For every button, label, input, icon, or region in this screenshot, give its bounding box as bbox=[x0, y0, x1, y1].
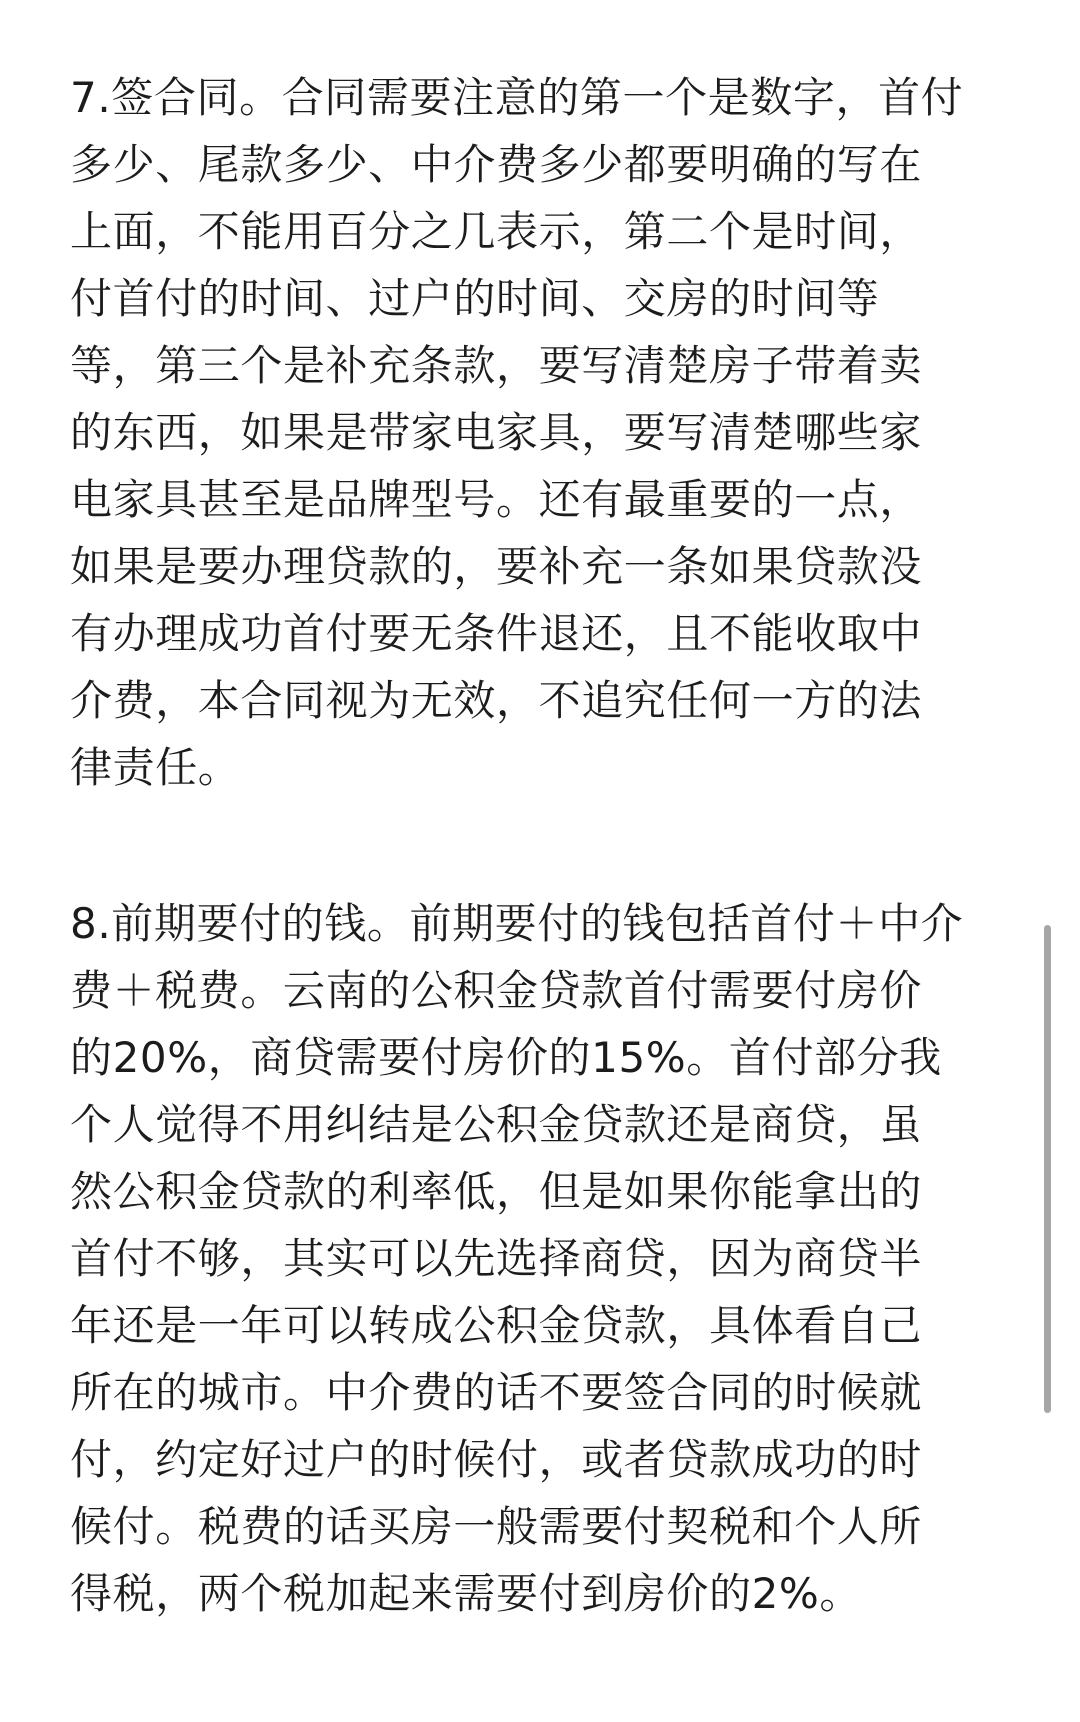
text-line: 电家具甚至是品牌型号。还有最重要的一点， bbox=[70, 475, 923, 524]
text-line: 候付。税费的话买房一般需要付契税和个人所 bbox=[70, 1502, 923, 1551]
text-line: 然公积金贷款的利率低，但是如果你能拿出的 bbox=[70, 1167, 923, 1216]
text-line: 付首付的时间、过户的时间、交房的时间等 bbox=[70, 274, 880, 323]
text-line: 的东西，如果是带家电家具，要写清楚哪些家 bbox=[70, 408, 923, 457]
text-line: 多少、尾款多少、中介费多少都要明确的写在 bbox=[70, 140, 923, 189]
text-line: 个人觉得不用纠结是公积金贷款还是商贷，虽 bbox=[70, 1100, 923, 1149]
text-line: 首付不够，其实可以先选择商贷，因为商贷半 bbox=[70, 1234, 923, 1283]
text-line: 介费，本合同视为无效，不追究任何一方的法 bbox=[70, 676, 923, 725]
paragraph-sign-contract bbox=[70, 64, 1010, 801]
text-line: 律责任。 bbox=[70, 743, 241, 792]
scrollbar-thumb[interactable] bbox=[1044, 925, 1051, 1413]
text-line: 年还是一年可以转成公积金贷款，具体看自己 bbox=[70, 1301, 923, 1350]
text-line: 费＋税费。云南的公积金贷款首付需要付房价 bbox=[70, 966, 923, 1015]
paragraph-upfront-costs bbox=[70, 890, 1010, 1627]
text-line: 7.签合同。合同需要注意的第一个是数字，首付 bbox=[70, 73, 964, 122]
text-line: 等，第三个是补充条款，要写清楚房子带着卖 bbox=[70, 341, 923, 390]
text-line: 付，约定好过户的时候付，或者贷款成功的时 bbox=[70, 1435, 923, 1484]
text-line: 上面，不能用百分之几表示，第二个是时间， bbox=[70, 207, 923, 256]
text-line: 有办理成功首付要无条件退还，且不能收取中 bbox=[70, 609, 923, 658]
text-line: 如果是要办理贷款的，要补充一条如果贷款没 bbox=[70, 542, 923, 591]
text-line: 的20%，商贷需要付房价的15%。首付部分我 bbox=[70, 1033, 942, 1082]
text-line: 得税，两个税加起来需要付到房价的2%。 bbox=[70, 1569, 863, 1618]
text-line: 8.前期要付的钱。前期要付的钱包括首付＋中介 bbox=[70, 899, 964, 948]
text-line: 所在的城市。中介费的话不要签合同的时候就 bbox=[70, 1368, 923, 1417]
